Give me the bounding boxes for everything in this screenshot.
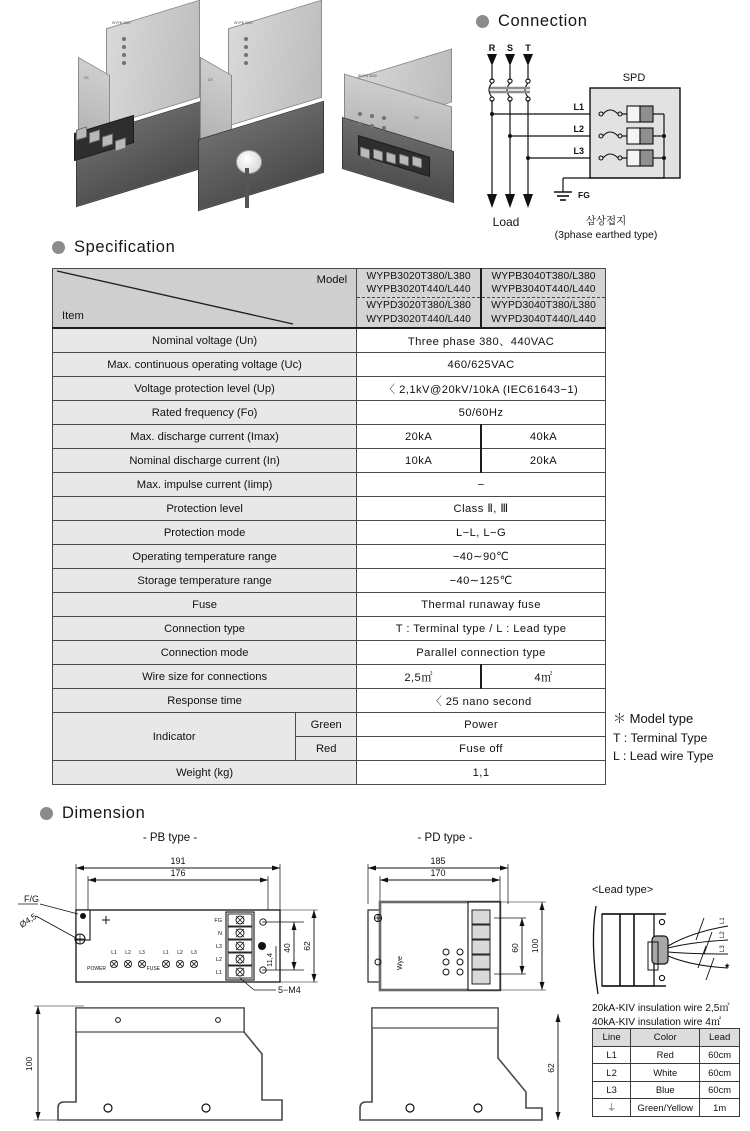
indicator-label: Indicator — [53, 713, 296, 761]
connection-caption-en: (3phase earthed type) — [554, 229, 658, 241]
table-row: L1 Red 60cm — [593, 1046, 740, 1064]
table-row: Max. impulse current (Iimp) − — [53, 473, 606, 497]
pd-width-inner: 170 — [430, 868, 446, 878]
svg-text:N: N — [218, 931, 222, 937]
specification-heading — [52, 238, 175, 257]
table-row: Protection mode L−L, L−G — [53, 521, 606, 545]
lead-note-20ka: 20kA-KIV insulation wire 2,5㎡ — [592, 1003, 730, 1014]
table-row: Max. continuous operating voltage (Uc) 460/625VAC — [53, 353, 606, 377]
model-type-line-t: T : Terminal Type — [613, 730, 708, 745]
table-row: Wire size for connections 2,5㎡ 4㎡ — [53, 665, 606, 689]
svg-text:FUSE: FUSE — [146, 966, 160, 972]
product-photos — [78, 4, 478, 204]
phase-label-r: R — [488, 43, 496, 53]
svg-text:L2: L2 — [125, 950, 131, 956]
svg-text:L3: L3 — [139, 950, 145, 956]
product-photo-pd: WYPD 3040 CE — [328, 60, 478, 200]
pb-height-small: 11,4 — [265, 952, 274, 968]
line-label-l2: L2 — [573, 124, 584, 134]
pb-top-view-drawing — [14, 854, 344, 994]
model-type-note — [613, 710, 748, 766]
pb-type-label: - PB type - — [142, 832, 198, 844]
lead-wire-notes — [592, 1002, 730, 1030]
table-row-model-header — [53, 269, 606, 298]
table-row-weight: Weight (kg) 1,1 — [53, 761, 606, 785]
model-cell-col1-top: WYPB3020T380/L380 WYPB3020T440/L440 — [357, 269, 481, 298]
pb-side-view-drawing — [14, 996, 344, 1131]
table-row: L2 White 60cm — [593, 1064, 740, 1082]
pb-fg-label: F/G — [24, 894, 39, 904]
svg-text:L2: L2 — [720, 931, 726, 938]
product-photo-pb-lead: WYPB 3020 CE — [200, 10, 350, 206]
pb-width-outer: 191 — [170, 856, 186, 866]
bullet-dot-icon — [52, 241, 65, 254]
connection-section — [462, 4, 750, 244]
pb-height-inner: 40 — [282, 943, 292, 953]
svg-text:L1: L1 — [215, 970, 222, 976]
table-row: ⏚ Green/Yellow 1m — [593, 1099, 740, 1117]
connection-heading — [476, 12, 587, 31]
pb-height-outer: 62 — [302, 941, 312, 951]
table-row: Response time 〈 25 nano second — [53, 689, 606, 713]
line-label-l1: L1 — [573, 102, 584, 112]
svg-text:L1: L1 — [720, 917, 726, 924]
lead-type-drawing — [588, 898, 738, 1006]
connection-schematic — [462, 36, 750, 236]
svg-text:L3: L3 — [191, 950, 197, 956]
table-row: Protection level Class Ⅱ, Ⅲ — [53, 497, 606, 521]
table-row: Nominal discharge current (In) 10kA 20kA — [53, 449, 606, 473]
svg-text:POWER: POWER — [87, 966, 106, 972]
bullet-dot-icon — [476, 15, 489, 28]
dimension-heading — [40, 804, 145, 823]
wire-table-header-row — [593, 1029, 740, 1047]
table-row: Rated frequency (Fo) 50/60Hz — [53, 401, 606, 425]
indicator-color-green: Green — [296, 713, 357, 737]
table-row: Nominal voltage (Un) Three phase 380、440VAC — [53, 328, 606, 353]
pd-type-label: - PD type - — [417, 832, 473, 844]
pd-top-view-drawing — [336, 854, 576, 994]
lead-wire-table — [592, 1028, 740, 1117]
ground-symbol-cell: ⏚ — [593, 1099, 631, 1117]
pd-height-outer: 100 — [530, 938, 540, 954]
wire-col-line: Line — [593, 1029, 631, 1047]
pb-width-inner: 176 — [170, 868, 186, 878]
specification-title: Specification — [74, 238, 176, 256]
ground-label: FG — [578, 190, 590, 200]
bullet-dot-icon — [40, 807, 53, 820]
table-row: Max. discharge current (Imax) 20kA 40kA — [53, 425, 606, 449]
model-cell-col2-top: WYPB3040T380/L380 WYPB3040T440/L440 — [481, 269, 605, 298]
svg-text:FG: FG — [214, 918, 222, 924]
table-row: Voltage protection level (Up) 〈 2,1kV@20kV/10kA (IEC61643−1) — [53, 377, 606, 401]
phase-label-s: S — [506, 43, 514, 53]
pd-side-height: 62 — [546, 1063, 556, 1073]
connection-title: Connection — [498, 12, 588, 30]
lead-type-title: <Lead type> — [592, 884, 654, 896]
connection-caption-kr: 삼상접지 — [585, 215, 627, 227]
wire-col-color: Color — [631, 1029, 700, 1047]
table-row: Connection type T : Terminal type / L : Lead type — [53, 617, 606, 641]
svg-text:★: ★ — [724, 963, 731, 970]
model-type-line-l: L : Lead wire Type — [613, 749, 714, 763]
model-type-title: ＊ Model type — [613, 711, 694, 726]
line-label-l3: L3 — [573, 146, 584, 156]
pb-hole-label: Ø4,5 — [17, 911, 39, 930]
pd-side-view-drawing — [336, 996, 576, 1131]
spd-label: SPD — [622, 72, 646, 84]
pb-side-height: 100 — [24, 1056, 34, 1072]
table-row: Storage temperature range −40∼125℃ — [53, 569, 606, 593]
specification-table — [52, 268, 606, 785]
pb-screw-label: 5−M4 — [278, 985, 301, 994]
corner-item-label: Item — [62, 310, 84, 322]
svg-text:L1: L1 — [163, 950, 169, 956]
svg-text:L3: L3 — [215, 944, 222, 950]
wire-col-lead: Lead — [700, 1029, 740, 1047]
model-cell-col1-bottom: WYPD3020T380/L380 WYPD3020T440/L440 — [357, 298, 481, 328]
pd-height-inner: 60 — [510, 943, 520, 953]
product-photo-pb-terminal: WYPB 3020 CE — [78, 10, 228, 200]
indicator-color-red: Red — [296, 737, 357, 761]
lead-note-40ka: 40kA-KIV insulation wire 4㎡ — [592, 1017, 722, 1028]
corner-model-label: Model — [316, 274, 348, 286]
table-row-indicator-green: Indicator Green Power — [53, 713, 606, 737]
table-row-indicator-red: Red Fuse off — [53, 737, 606, 761]
table-row: Connection mode Parallel connection type — [53, 641, 606, 665]
svg-text:L2: L2 — [215, 957, 222, 963]
load-label: Load — [492, 215, 520, 229]
model-cell-col2-bottom: WYPD3040T380/L380 WYPD3040T440/L440 — [481, 298, 605, 328]
dimension-title: Dimension — [62, 804, 146, 822]
svg-text:L2: L2 — [177, 950, 183, 956]
svg-text:L3: L3 — [720, 945, 726, 952]
svg-text:Wye: Wye — [397, 956, 404, 970]
svg-text:L1: L1 — [111, 950, 117, 956]
phase-label-t: T — [525, 43, 531, 53]
table-row: Fuse Thermal runaway fuse — [53, 593, 606, 617]
corner-cell — [53, 269, 357, 329]
table-row: Operating temperature range −40∼90℃ — [53, 545, 606, 569]
pd-width-outer: 185 — [430, 856, 446, 866]
table-row: L3 Blue 60cm — [593, 1081, 740, 1099]
